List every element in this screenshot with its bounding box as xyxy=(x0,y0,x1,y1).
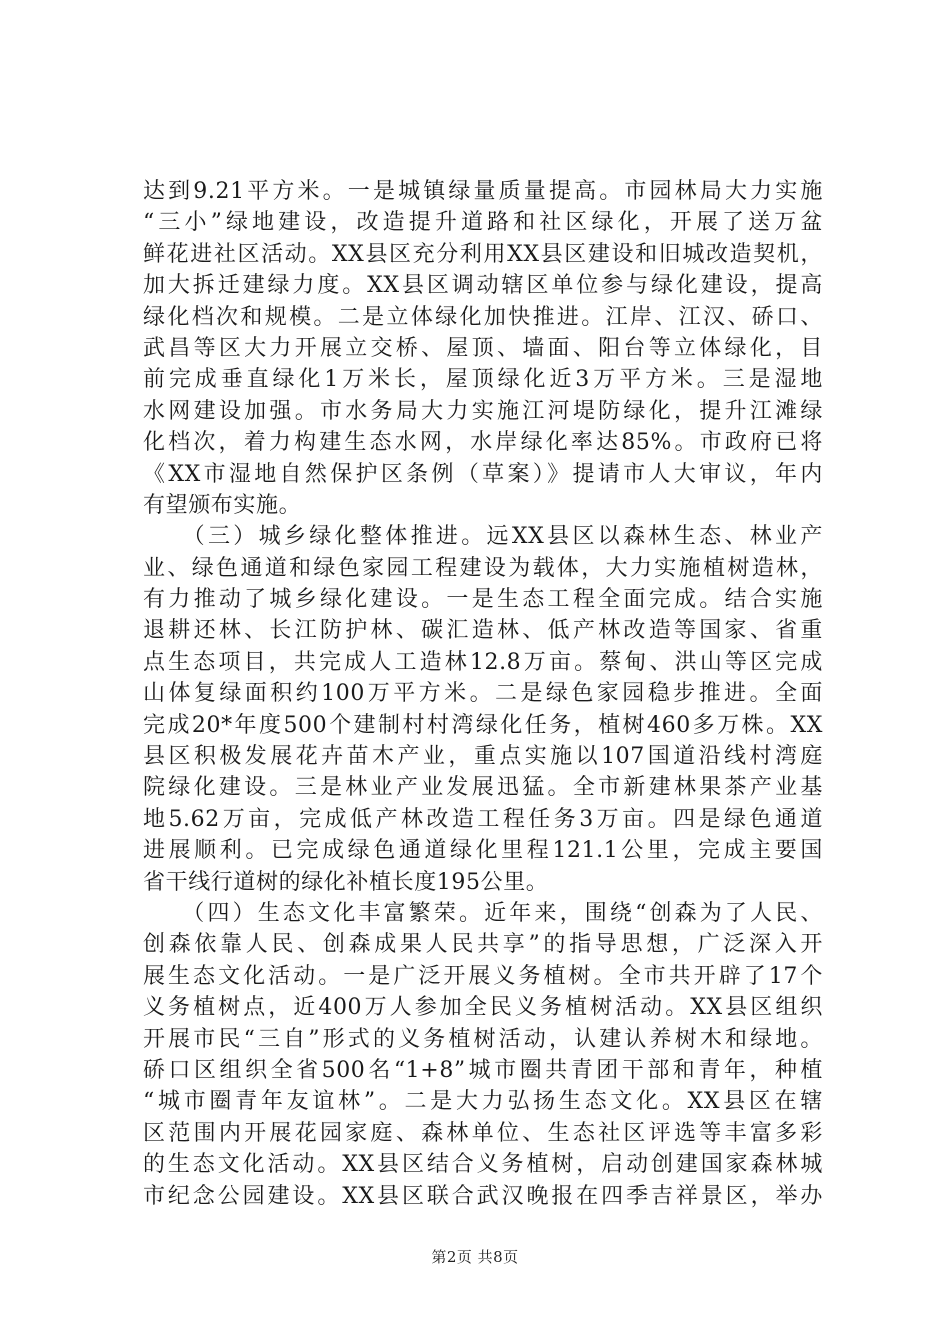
text-line: “三小”绿地建设，改造提升道路和社区绿化，开展了送万盆 xyxy=(143,210,823,236)
text-line: 鲜花进社区活动。XX县区充分利用XX县区建设和旧城改造契机， xyxy=(143,241,823,267)
text-line: 县区积极发展花卉苗木产业，重点实施以107国道沿线村湾庭 xyxy=(143,744,823,770)
text-line: （四）生态文化丰富繁荣。近年来，围绕“创森为了人民、 xyxy=(143,900,823,926)
text-line: 绿化档次和规模。二是立体绿化加快推进。江岸、江汉、硚口、 xyxy=(143,304,823,330)
text-line: 前完成垂直绿化1万米长，屋顶绿化近3万平方米。三是湿地 xyxy=(143,367,823,393)
text-line: 武昌等区大力开展立交桥、屋顶、墙面、阳台等立体绿化，目 xyxy=(143,335,823,361)
text-line: 区范围内开展花园家庭、森林单位、生态社区评选等丰富多彩 xyxy=(143,1120,823,1146)
text-line: 义务植树点，近400万人参加全民义务植树活动。XX县区组织 xyxy=(143,995,823,1021)
text-line: 《XX市湿地自然保护区条例（草案）》提请市人大审议，年内 xyxy=(143,461,823,487)
text-line: “城市圈青年友谊林”。二是大力弘扬生态文化。XX县区在辖 xyxy=(143,1089,823,1115)
text-line: 完成20*年度500个建制村村湾绿化任务，植树460多万株。XX xyxy=(143,712,823,738)
text-line: 有望颁布实施。 xyxy=(143,492,302,518)
text-line: （三）城乡绿化整体推进。远XX县区以森林生态、林业产 xyxy=(143,524,823,550)
text-line: 开展市民“三自”形式的义务植树活动，认建认养树木和绿地。 xyxy=(143,1026,823,1052)
page-number-footer: 第2页 共8页 xyxy=(431,1248,519,1266)
text-line: 省干线行道树的绿化补植长度195公里。 xyxy=(143,869,549,895)
text-line: 的生态文化活动。XX县区结合义务植树，启动创建国家森林城 xyxy=(143,1152,823,1178)
text-line: 达到9.21平方米。一是城镇绿量质量提高。市园林局大力实施 xyxy=(143,179,823,204)
text-line: 地5.62万亩，完成低产林改造工程任务3万亩。四是绿色通道 xyxy=(143,806,823,832)
text-line: 市纪念公园建设。XX县区联合武汉晚报在四季吉祥景区，举办 xyxy=(143,1183,823,1209)
text-line: 化档次，着力构建生态水网，水岸绿化率达85%。市政府已将 xyxy=(143,430,823,456)
text-line: 进展顺利。已完成绿色通道绿化里程121.1公里，完成主要国 xyxy=(143,838,823,864)
text-line: 展生态文化活动。一是广泛开展义务植树。全市共开辟了17个 xyxy=(143,963,823,989)
text-line: 硚口区组织全省500名“1+8”城市圈共青团干部和青年，种植 xyxy=(143,1057,823,1083)
text-line: 水网建设加强。市水务局大力实施江河堤防绿化，提升江滩绿 xyxy=(143,398,823,424)
text-line: 山体复绿面积约100万平方米。二是绿色家园稳步推进。全面 xyxy=(143,681,823,707)
text-line: 业、绿色通道和绿色家园工程建设为载体，大力实施植树造林， xyxy=(143,555,823,581)
text-line: 有力推动了城乡绿化建设。一是生态工程全面完成。结合实施 xyxy=(143,587,823,613)
text-line: 点生态项目，共完成人工造林12.8万亩。蔡甸、洪山等区完成 xyxy=(143,649,823,675)
body-text xyxy=(143,176,823,1212)
text-line: 院绿化建设。三是林业产业发展迅猛。全市新建林果茶产业基 xyxy=(143,775,823,801)
text-line: 加大拆迁建绿力度。XX县区调动辖区单位参与绿化建设，提高 xyxy=(143,273,823,299)
text-line: 退耕还林、长江防护林、碳汇造林、低产林改造等国家、省重 xyxy=(143,618,823,644)
text-line: 创森依靠人民、创森成果人民共享”的指导思想，广泛深入开 xyxy=(143,932,823,958)
